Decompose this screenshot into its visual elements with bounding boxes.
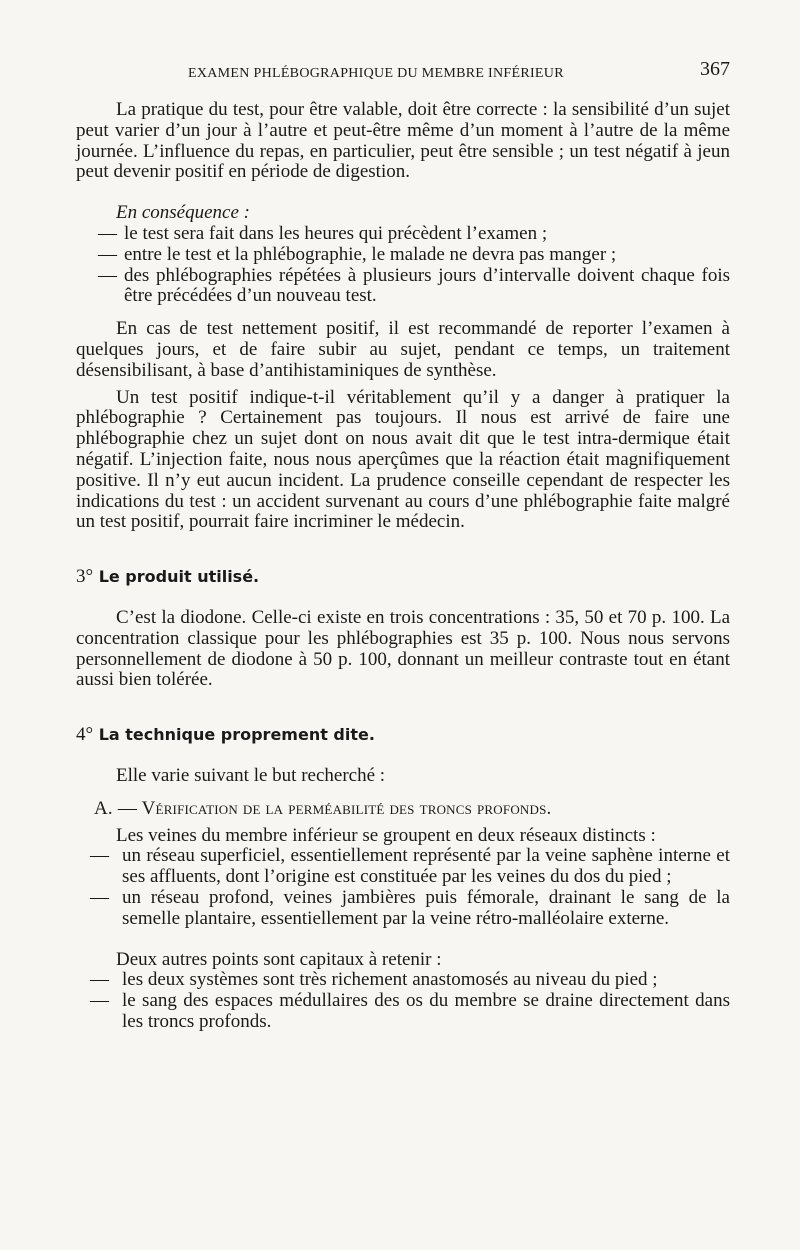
section-number: 4° — [76, 724, 94, 746]
dash-mark: — — [90, 969, 109, 991]
paragraph-positive-test: En cas de test nettement positif, il est recommandé de reporter l’examen à quelques jours, et de faire subir au sujet, pendant ce temps, un traitement désensibilisant, à base d’antihistaminiques de synthèse. — [76, 318, 730, 381]
section-title: Le produit utilisé. — [98, 567, 260, 587]
page-header — [76, 56, 730, 90]
points-list — [76, 970, 730, 1032]
section-4-heading — [76, 725, 730, 746]
subsection-a-heading: A. — Vérification de la perméabilité des troncs profonds. — [94, 797, 552, 819]
list-item: — des phlébographies répétées à plusieurs jours d’intervalle doivent chaque fois être précédées d’un nouveau test. — [98, 264, 730, 307]
list-item: — les deux systèmes sont très richement anastomosés au niveau du pied ; — [90, 969, 658, 991]
paragraph-test-validity: La pratique du test, pour être valable, doit être correcte : la sensibilité d’un sujet peut varier d’un jour à l’autre et peut-être même d’un moment à l’autre de la même journée. L’influence du repas, en particulier, peut être sensible ; un test négatif à jeun peut devenir positif en période de digestion. — [76, 99, 730, 183]
section-number: 3° — [76, 566, 94, 588]
paragraph-veins: Les veines du membre inférieur se groupent en deux réseaux distincts : — [116, 824, 656, 846]
list-item: — le sang des espaces médullaires des os du membre se draine directement dans les troncs profonds. — [90, 990, 730, 1032]
list-item: — un réseau profond, veines jambières puis fémorale, drainant le sang de la semelle plantaire, essentiellement par la veine rétro-malléolaire externe. — [90, 886, 730, 929]
page-body — [76, 100, 730, 1033]
dash-mark: — — [98, 264, 117, 286]
paragraph-intro: Elle varie suivant le but recherché : — [116, 764, 386, 786]
consequence-list — [76, 224, 730, 307]
dash-mark: — — [90, 845, 109, 867]
paragraph-points: Deux autres points sont capitaux à retenir : — [116, 948, 442, 970]
section-3-heading — [76, 567, 730, 588]
running-title: EXAMEN PHLÉBOGRAPHIQUE DU MEMBRE INFÉRIEUR — [188, 66, 564, 81]
list-item: — entre le test et la phlébographie, le malade ne devra pas manger ; — [98, 243, 617, 265]
consequence-label: En conséquence : — [116, 202, 250, 224]
page-number: 367 — [700, 58, 730, 80]
dash-mark: — — [90, 990, 109, 1012]
list-item: — un réseau superficiel, essentiellement représenté par la veine saphène interne et ses affluents, dont l’origine est constituée par les veines du dos du pied ; — [90, 845, 730, 888]
dash-mark: — — [90, 886, 109, 908]
dash-mark: — — [98, 243, 117, 265]
list-item: — le test sera fait dans les heures qui précèdent l’examen ; — [98, 222, 548, 244]
dash-mark: — — [98, 222, 117, 244]
paragraph-danger: Un test positif indique-t-il véritablement qu’il y a danger à pratiquer la phlébographie ? Certainement pas toujours. Il nous est arrivé de faire une phlébographie chez un sujet dont on nous avait dit que le test intra-dermique était négatif. L’injection faite, nous nous aperçûmes que la réaction était magnifiquement positive. Il n’y eut aucun incident. La prudence conseille cependant de respecter les indications du test : un accident survenant au cours d’une phlébographie faite malgré un test positif, pourrait faire incriminer le médecin. — [76, 386, 730, 533]
veins-list — [76, 846, 730, 929]
section-title: La technique proprement dite. — [98, 725, 375, 745]
paragraph-diodone: C’est la diodone. Celle-ci existe en trois concentrations : 35, 50 et 70 p. 100. La concentration classique pour les phlébographies est 35 p. 100. Nous nous servons personnellement de diodone à 50 p. 100, donnant un meilleur contraste tout en étant aussi bien tolérée. — [76, 606, 730, 691]
